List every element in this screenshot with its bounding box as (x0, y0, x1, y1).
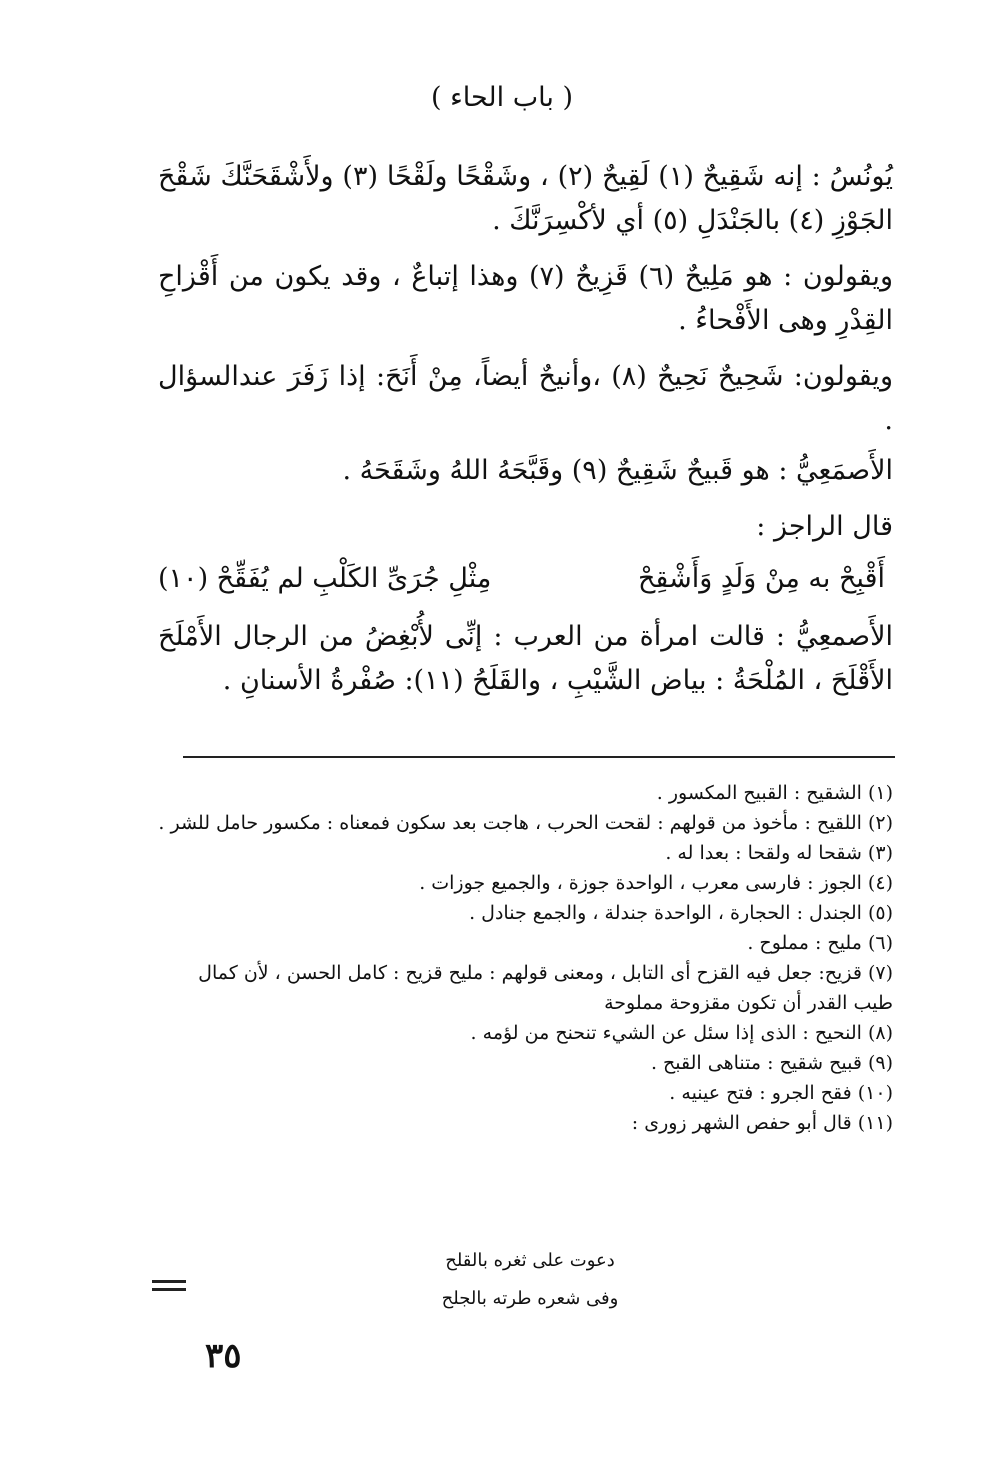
main-text (158, 155, 893, 715)
paragraph-1: يُونُسُ : إنه شَقِيحٌ (١) لَقِيحٌ (٢) ، وشَقْحًا ولَقْحًا (٣) ولأَشْقَحَنَّكَ شَقْحَ الجَوْزِ (٤) بالجَنْدَلِ (٥) أي لأكْسِرَنَّكَ . (158, 161, 894, 236)
footnote-2: (٢) اللقيح : مأخوذ من قولهم : لقحت الحرب ، هاجت بعد سكون فمعناه : مكسور حامل للشر . (158, 812, 893, 834)
footnote-divider (183, 756, 895, 758)
footnote-11: (١١) قال أبو حفص الشهر زورى : (631, 1112, 893, 1134)
footnote-6: (٦) مليح : مملوح . (747, 932, 893, 954)
footnote-1: (١) الشقيح : القبيح المكسور . (656, 782, 893, 804)
verse-first-hemistich: أَقْبِحْ به مِنْ وَلَدٍ وَأَشْقِحْ (637, 563, 885, 594)
footnote-4: (٤) الجوز : فارسى معرب ، الواحدة جوزة ، والجميع جوزات . (419, 872, 893, 894)
verse-line (158, 557, 893, 601)
paragraph-6: الأَصمعِيُّ : قالت امرأة من العرب : إنِّى لأُبْغِضُ من الرجال الأَمْلَحَ الأَقْلَحَ ، المُلْحَةُ : بياض الشَّيْبِ ، والقَلَحُ (١١): صُفْرةُ الأسنانِ . (158, 621, 893, 696)
footnote-8: (٨) النحيح : الذى إذا سئل عن الشيء تنحنح من لؤمه . (470, 1022, 893, 1044)
footnote-5: (٥) الجندل : الحجارة ، الواحدة جندلة ، والجمع جنادل . (469, 902, 893, 924)
paragraph-2: ويقولون : هو مَلِيحٌ (٦) قَزِيحٌ (٧) وهذا إتباعٌ ، وقد يكون من أَقْزاحِ القِدْرِ وهى الأَفْحاءُ . (158, 261, 893, 336)
poem-line-2: وفى شعره طرته بالجلح (441, 1288, 619, 1309)
page-number: ٣٥ (205, 1336, 242, 1376)
chapter-title: ( باب الحاء ) (430, 82, 574, 113)
footnote-3: (٣) شقحا له ولقحا : بعدا له . (665, 842, 893, 864)
footnote-10: (١٠) فقح الجرو : فتح عينيه . (669, 1082, 893, 1104)
poem-line-1: دعوت على ثغره بالقلح (445, 1250, 615, 1271)
paragraph-4: الأَصمَعِيُّ : هو قَبيحٌ شَقِيحٌ (٩) وقَبَّحَهُ اللهُ وشَقَحَهُ . (342, 455, 893, 486)
paragraph-5: قال الراجز : (756, 511, 893, 542)
footnote-7: (٧) قزيح: جعل فيه القزح أى التابل ، ومعنى قولهم : مليح قزيح : كامل الحسن ، لأن كمال طيب القدر أن تكون مقزوحة مملوحة (198, 962, 893, 1014)
double-rule-mark (152, 1280, 186, 1294)
footnote-9: (٩) قبيح شقيح : متناهى القبح . (650, 1052, 893, 1074)
paragraph-3: ويقولون: شَحِيحٌ نَحِيحٌ (٨) ،وأنيحٌ أيضاً، مِنْ أَنَحَ: إذا زَفَرَ عندالسؤال . (158, 361, 893, 436)
verse-second-hemistich: مِثْلِ جُرَىِّ الكَلْبِ لم يُفَقِّحْ (١٠) (158, 563, 492, 594)
footnotes (158, 778, 893, 1138)
